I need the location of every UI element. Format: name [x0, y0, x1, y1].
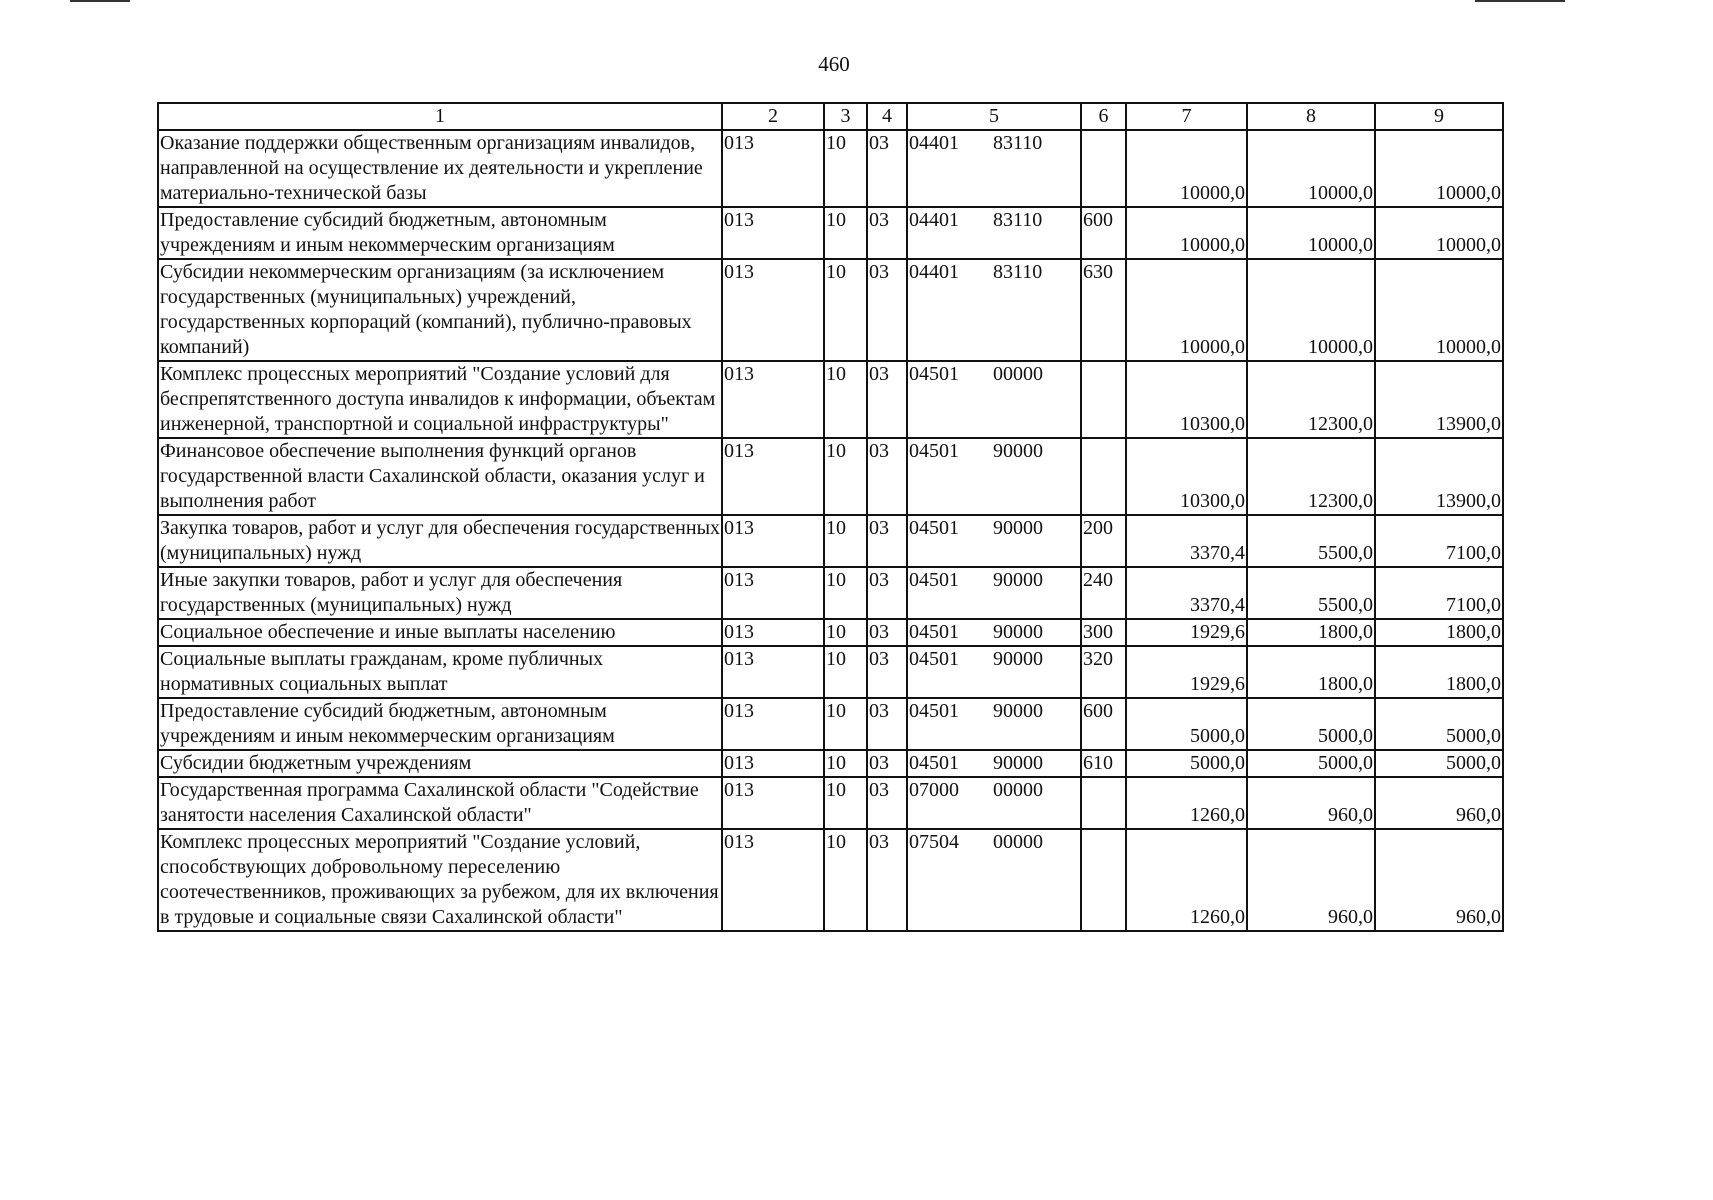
amount-col7-cell: 1929,6: [1126, 646, 1247, 698]
amount-col7-cell: 5000,0: [1126, 698, 1247, 750]
amount-col9-cell: 5000,0: [1375, 698, 1503, 750]
table-body: [158, 103, 1503, 931]
row-name-cell: Комплекс процессных мероприятий "Создание условий для беспрепятственного доступа инвалидов к информации, объектам инженерной, транспортной и социальной инфраструктуры": [158, 361, 722, 438]
code-cell: 013: [722, 515, 824, 567]
page-number: 460: [818, 52, 850, 76]
code-cell: 013: [722, 619, 824, 646]
program-code: 04501: [909, 700, 959, 722]
code-cell: 013: [722, 361, 824, 438]
program-code: 04501: [909, 440, 959, 462]
column-header: 7: [1126, 103, 1247, 130]
column-header: 2: [722, 103, 824, 130]
program-code: 04401: [909, 261, 959, 283]
expense-type-cell: 600: [1081, 698, 1126, 750]
section-cell: 10: [824, 207, 867, 259]
target-article-cell: [907, 361, 1081, 438]
target-article-cell: [907, 698, 1081, 750]
table-row: [158, 750, 1503, 777]
direction-code: 00000: [993, 779, 1043, 801]
code-cell: 013: [722, 829, 824, 931]
target-article-cell: [907, 829, 1081, 931]
amount-col8-cell: 12300,0: [1247, 361, 1375, 438]
subsection-cell: 03: [867, 207, 907, 259]
expense-type-cell: 300: [1081, 619, 1126, 646]
scan-artifact-line: [1475, 0, 1565, 2]
expense-type-cell: [1081, 829, 1126, 931]
column-header: 6: [1081, 103, 1126, 130]
code-cell: 013: [722, 646, 824, 698]
header-row: [158, 103, 1503, 130]
expense-type-cell: 600: [1081, 207, 1126, 259]
target-article-cell: [907, 130, 1081, 207]
amount-col9-cell: 7100,0: [1375, 515, 1503, 567]
column-header: 3: [824, 103, 867, 130]
program-code: 04501: [909, 363, 959, 385]
amount-col8-cell: 5500,0: [1247, 515, 1375, 567]
table-row: [158, 259, 1503, 361]
table-row: [158, 130, 1503, 207]
amount-col7-cell: 10300,0: [1126, 438, 1247, 515]
amount-col7-cell: 10000,0: [1126, 207, 1247, 259]
target-article-cell: [907, 646, 1081, 698]
code-cell: 013: [722, 777, 824, 829]
amount-col7-cell: 1929,6: [1126, 619, 1247, 646]
subsection-cell: 03: [867, 130, 907, 207]
subsection-cell: 03: [867, 361, 907, 438]
expense-type-cell: [1081, 777, 1126, 829]
code-cell: 013: [722, 698, 824, 750]
subsection-cell: 03: [867, 259, 907, 361]
section-cell: 10: [824, 259, 867, 361]
row-name-cell: Субсидии некоммерческим организациям (за исключением государственных (муниципальных) учреждений, государственных корпораций (компаний), публично-правовых компаний): [158, 259, 722, 361]
amount-col7-cell: 3370,4: [1126, 515, 1247, 567]
row-name-cell: Комплекс процессных мероприятий "Создание условий, способствующих добровольному переселению соотечественников, проживающих за рубежом, для их включения в трудовые и социальные связи Сахалинской области": [158, 829, 722, 931]
program-code: 04501: [909, 517, 959, 539]
subsection-cell: 03: [867, 829, 907, 931]
section-cell: 10: [824, 646, 867, 698]
direction-code: 83110: [993, 261, 1043, 283]
table-row: [158, 207, 1503, 259]
subsection-cell: 03: [867, 698, 907, 750]
section-cell: 10: [824, 777, 867, 829]
table-row: [158, 698, 1503, 750]
expense-type-cell: 240: [1081, 567, 1126, 619]
column-header: 1: [158, 103, 722, 130]
expense-type-cell: [1081, 438, 1126, 515]
row-name-cell: Финансовое обеспечение выполнения функций органов государственной власти Сахалинской области, оказания услуг и выполнения работ: [158, 438, 722, 515]
table-row: [158, 515, 1503, 567]
section-cell: 10: [824, 515, 867, 567]
row-name-cell: Государственная программа Сахалинской области "Содействие занятости населения Сахалинской области": [158, 777, 722, 829]
amount-col8-cell: 5000,0: [1247, 750, 1375, 777]
direction-code: 90000: [993, 517, 1043, 539]
table-row: [158, 646, 1503, 698]
amount-col9-cell: 960,0: [1375, 829, 1503, 931]
column-header: 9: [1375, 103, 1503, 130]
subsection-cell: 03: [867, 777, 907, 829]
expense-type-cell: [1081, 361, 1126, 438]
program-code: 04501: [909, 621, 959, 643]
section-cell: 10: [824, 130, 867, 207]
code-cell: 013: [722, 438, 824, 515]
subsection-cell: 03: [867, 515, 907, 567]
direction-code: 83110: [993, 132, 1043, 154]
table-row: [158, 777, 1503, 829]
amount-col7-cell: 10000,0: [1126, 259, 1247, 361]
direction-code: 90000: [993, 752, 1043, 774]
target-article-cell: [907, 438, 1081, 515]
expense-type-cell: [1081, 130, 1126, 207]
subsection-cell: 03: [867, 619, 907, 646]
table-row: [158, 438, 1503, 515]
column-header: 5: [907, 103, 1081, 130]
code-cell: 013: [722, 567, 824, 619]
amount-col9-cell: 5000,0: [1375, 750, 1503, 777]
program-code: 04501: [909, 569, 959, 591]
section-cell: 10: [824, 619, 867, 646]
amount-col7-cell: 1260,0: [1126, 777, 1247, 829]
amount-col8-cell: 1800,0: [1247, 619, 1375, 646]
section-cell: 10: [824, 829, 867, 931]
row-name-cell: Субсидии бюджетным учреждениям: [158, 750, 722, 777]
amount-col9-cell: 1800,0: [1375, 646, 1503, 698]
expense-type-cell: 630: [1081, 259, 1126, 361]
section-cell: 10: [824, 361, 867, 438]
amount-col9-cell: 10000,0: [1375, 259, 1503, 361]
subsection-cell: 03: [867, 438, 907, 515]
expense-type-cell: 320: [1081, 646, 1126, 698]
target-article-cell: [907, 259, 1081, 361]
section-cell: 10: [824, 567, 867, 619]
direction-code: 00000: [993, 363, 1043, 385]
direction-code: 90000: [993, 700, 1043, 722]
amount-col9-cell: 7100,0: [1375, 567, 1503, 619]
target-article-cell: [907, 777, 1081, 829]
expense-type-cell: 200: [1081, 515, 1126, 567]
row-name-cell: Социальное обеспечение и иные выплаты населению: [158, 619, 722, 646]
code-cell: 013: [722, 750, 824, 777]
amount-col9-cell: 13900,0: [1375, 361, 1503, 438]
column-header: 8: [1247, 103, 1375, 130]
table-row: [158, 829, 1503, 931]
expense-type-cell: 610: [1081, 750, 1126, 777]
row-name-cell: Предоставление субсидий бюджетным, автономным учреждениям и иным некоммерческим организациям: [158, 698, 722, 750]
program-code: 04501: [909, 648, 959, 670]
subsection-cell: 03: [867, 567, 907, 619]
scan-artifact-line: [70, 0, 130, 2]
direction-code: 83110: [993, 209, 1043, 231]
target-article-cell: [907, 567, 1081, 619]
row-name-cell: Предоставление субсидий бюджетным, автономным учреждениям и иным некоммерческим организациям: [158, 207, 722, 259]
table-row: [158, 567, 1503, 619]
section-cell: 10: [824, 750, 867, 777]
amount-col9-cell: 1800,0: [1375, 619, 1503, 646]
row-name-cell: Оказание поддержки общественным организациям инвалидов, направленной на осуществление их деятельности и укрепление материально-технической базы: [158, 130, 722, 207]
amount-col8-cell: 10000,0: [1247, 130, 1375, 207]
direction-code: 90000: [993, 648, 1043, 670]
target-article-cell: [907, 750, 1081, 777]
amount-col7-cell: 3370,4: [1126, 567, 1247, 619]
target-article-cell: [907, 515, 1081, 567]
column-header: 4: [867, 103, 907, 130]
row-name-cell: Иные закупки товаров, работ и услуг для обеспечения государственных (муниципальных) нужд: [158, 567, 722, 619]
subsection-cell: 03: [867, 646, 907, 698]
code-cell: 013: [722, 259, 824, 361]
direction-code: 00000: [993, 831, 1043, 853]
target-article-cell: [907, 619, 1081, 646]
amount-col9-cell: 10000,0: [1375, 130, 1503, 207]
program-code: 07504: [909, 831, 959, 853]
program-code: 04401: [909, 132, 959, 154]
amount-col7-cell: 10300,0: [1126, 361, 1247, 438]
code-cell: 013: [722, 130, 824, 207]
direction-code: 90000: [993, 621, 1043, 643]
table-row: [158, 619, 1503, 646]
target-article-cell: [907, 207, 1081, 259]
amount-col9-cell: 13900,0: [1375, 438, 1503, 515]
amount-col8-cell: 5000,0: [1247, 698, 1375, 750]
amount-col7-cell: 5000,0: [1126, 750, 1247, 777]
section-cell: 10: [824, 438, 867, 515]
amount-col9-cell: 10000,0: [1375, 207, 1503, 259]
table-row: [158, 361, 1503, 438]
amount-col8-cell: 960,0: [1247, 777, 1375, 829]
direction-code: 90000: [993, 440, 1043, 462]
amount-col8-cell: 10000,0: [1247, 259, 1375, 361]
amount-col9-cell: 960,0: [1375, 777, 1503, 829]
amount-col8-cell: 960,0: [1247, 829, 1375, 931]
direction-code: 90000: [993, 569, 1043, 591]
section-cell: 10: [824, 698, 867, 750]
row-name-cell: Закупка товаров, работ и услуг для обеспечения государственных (муниципальных) нужд: [158, 515, 722, 567]
program-code: 07000: [909, 779, 959, 801]
amount-col8-cell: 12300,0: [1247, 438, 1375, 515]
program-code: 04401: [909, 209, 959, 231]
amount-col8-cell: 1800,0: [1247, 646, 1375, 698]
amount-col8-cell: 5500,0: [1247, 567, 1375, 619]
row-name-cell: Социальные выплаты гражданам, кроме публичных нормативных социальных выплат: [158, 646, 722, 698]
amount-col8-cell: 10000,0: [1247, 207, 1375, 259]
code-cell: 013: [722, 207, 824, 259]
program-code: 04501: [909, 752, 959, 774]
budget-table: [157, 102, 1504, 932]
subsection-cell: 03: [867, 750, 907, 777]
amount-col7-cell: 1260,0: [1126, 829, 1247, 931]
amount-col7-cell: 10000,0: [1126, 130, 1247, 207]
